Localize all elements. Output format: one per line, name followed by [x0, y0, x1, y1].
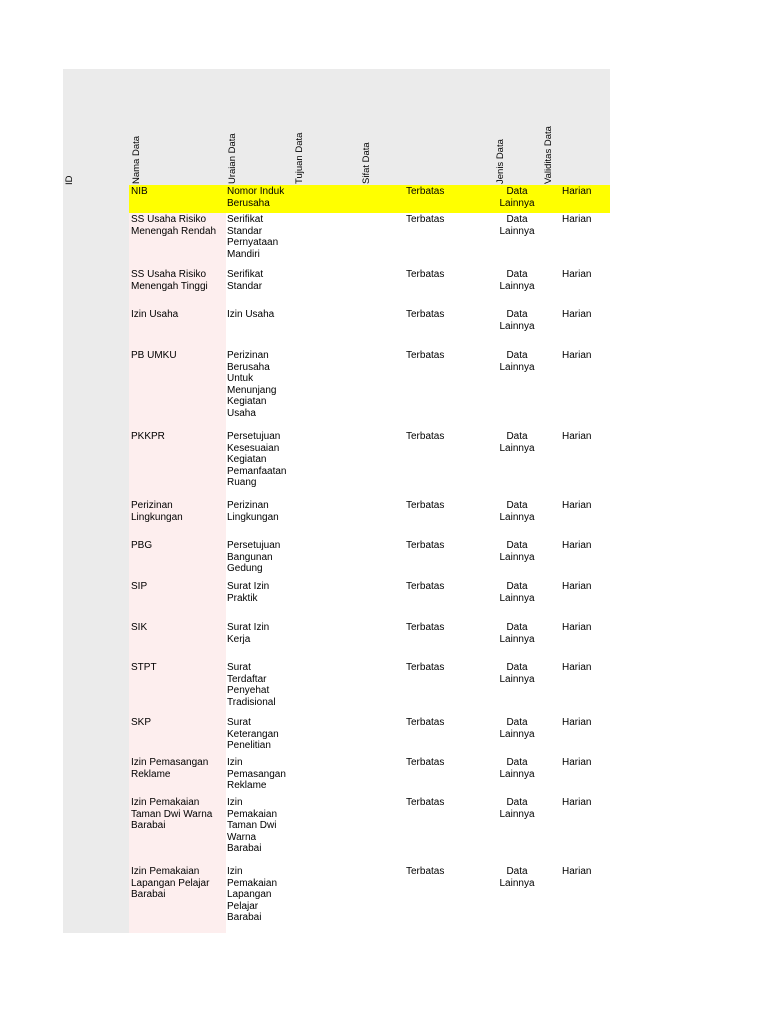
table-cell-uraian: Nomor Induk Berusaha: [227, 186, 285, 209]
table-cell-jenis: Data Lainnya: [499, 186, 535, 209]
table-cell-uraian: Izin Pemakaian Lapangan Pelajar Barabai: [227, 866, 278, 924]
table-cell-validitas: Harian: [562, 431, 592, 442]
table-cell-sifat: Terbatas: [406, 214, 445, 225]
table-cell-uraian: Surat Keterangan Penelitian: [227, 717, 279, 752]
table-cell-sifat: Terbatas: [406, 757, 445, 768]
table-cell-nama: NIB: [131, 186, 148, 197]
table-cell-validitas: Harian: [562, 500, 592, 511]
table-cell-uraian: Izin Usaha: [227, 309, 275, 320]
table-cell-nama: SKP: [131, 717, 152, 728]
table-cell-validitas: Harian: [562, 622, 592, 633]
table-cell-nama: PB UMKU: [131, 350, 177, 361]
table-cell-validitas: Harian: [562, 214, 592, 225]
table-cell-uraian: Izin Pemasangan Reklame: [227, 757, 286, 792]
table-cell-jenis: Data Lainnya: [499, 866, 535, 889]
header-sifat-data: Sifat Data: [361, 142, 372, 184]
table-cell-nama: Izin Usaha: [131, 309, 179, 320]
table-cell-jenis: Data Lainnya: [499, 309, 535, 332]
table-cell-nama: SIK: [131, 622, 148, 633]
table-cell-validitas: Harian: [562, 269, 592, 280]
table-cell-validitas: Harian: [562, 757, 592, 768]
table-cell-nama: SS Usaha Risiko Menengah Rendah: [131, 214, 217, 237]
table-cell-jenis: Data Lainnya: [499, 540, 535, 563]
table-cell-jenis: Data Lainnya: [499, 757, 535, 780]
table-cell-jenis: Data Lainnya: [499, 269, 535, 292]
table-cell-sifat: Terbatas: [406, 866, 445, 877]
table-cell-jenis: Data Lainnya: [499, 214, 535, 237]
table-cell-nama: PKKPR: [131, 431, 165, 442]
table-cell-jenis: Data Lainnya: [499, 797, 535, 820]
header-id: ID: [64, 175, 75, 185]
table-cell-nama: PBG: [131, 540, 153, 551]
table-cell-validitas: Harian: [562, 540, 592, 551]
header-validitas-data: Validitas Data: [543, 126, 554, 184]
table-cell-jenis: Data Lainnya: [499, 350, 535, 373]
table-cell-validitas: Harian: [562, 309, 592, 320]
header-jenis-data: Jenis Data: [495, 139, 506, 184]
header-nama-data: Nama Data: [131, 135, 142, 184]
table-cell-sifat: Terbatas: [406, 797, 445, 808]
table-cell-uraian: Serifikat Standar: [227, 269, 264, 292]
table-cell-uraian: Surat Terdaftar Penyehat Tradisional: [227, 662, 276, 708]
table-cell-sifat: Terbatas: [406, 662, 445, 673]
table-cell-sifat: Terbatas: [406, 622, 445, 633]
table-cell-jenis: Data Lainnya: [499, 662, 535, 685]
table-cell-nama: SIP: [131, 581, 148, 592]
table-cell-sifat: Terbatas: [406, 269, 445, 280]
table-cell-uraian: Serifikat Standar Pernyataan Mandiri: [227, 214, 279, 260]
table-cell-sifat: Terbatas: [406, 186, 445, 197]
table-cell-sifat: Terbatas: [406, 350, 445, 361]
table-cell-nama: Izin Pemakaian Lapangan Pelajar Barabai: [131, 866, 210, 901]
table-cell-jenis: Data Lainnya: [499, 431, 535, 454]
table-cell-validitas: Harian: [562, 350, 592, 361]
table-cell-sifat: Terbatas: [406, 540, 445, 551]
table-cell-sifat: Terbatas: [406, 500, 445, 511]
header-tujuan-data: Tujuan Data: [294, 132, 305, 184]
table-cell-nama: STPT: [131, 662, 157, 673]
table-cell-jenis: Data Lainnya: [499, 500, 535, 523]
table-cell-nama: SS Usaha Risiko Menengah Tinggi: [131, 269, 208, 292]
table-cell-validitas: Harian: [562, 866, 592, 877]
table-cell-jenis: Data Lainnya: [499, 717, 535, 740]
table-cell-validitas: Harian: [562, 797, 592, 808]
table-cell-validitas: Harian: [562, 717, 592, 728]
table-cell-uraian: Perizinan Lingkungan: [227, 500, 279, 523]
table-cell-sifat: Terbatas: [406, 431, 445, 442]
table-cell-jenis: Data Lainnya: [499, 581, 535, 604]
table-cell-validitas: Harian: [562, 186, 592, 197]
table-cell-uraian: Persetujuan Bangunan Gedung: [227, 540, 281, 575]
table-cell-sifat: Terbatas: [406, 309, 445, 320]
table-cell-uraian: Surat Izin Kerja: [227, 622, 270, 645]
table-cell-nama: Perizinan Lingkungan: [131, 500, 183, 523]
table-cell-sifat: Terbatas: [406, 581, 445, 592]
table-cell-jenis: Data Lainnya: [499, 622, 535, 645]
table-cell-sifat: Terbatas: [406, 717, 445, 728]
table-cell-validitas: Harian: [562, 581, 592, 592]
table-cell-uraian: Surat Izin Praktik: [227, 581, 270, 604]
table-cell-nama: Izin Pemakaian Taman Dwi Warna Barabai: [131, 797, 213, 832]
header-uraian-data: Uraian Data: [227, 133, 238, 184]
table-cell-uraian: Perizinan Berusaha Untuk Menunjang Kegiatan Usaha: [227, 350, 277, 419]
table-cell-validitas: Harian: [562, 662, 592, 673]
table-cell-nama: Izin Pemasangan Reklame: [131, 757, 209, 780]
table-cell-uraian: Persetujuan Kesesuaian Kegiatan Pemanfaatan Ruang: [227, 431, 287, 489]
table-cell-uraian: Izin Pemakaian Taman Dwi Warna Barabai: [227, 797, 278, 855]
